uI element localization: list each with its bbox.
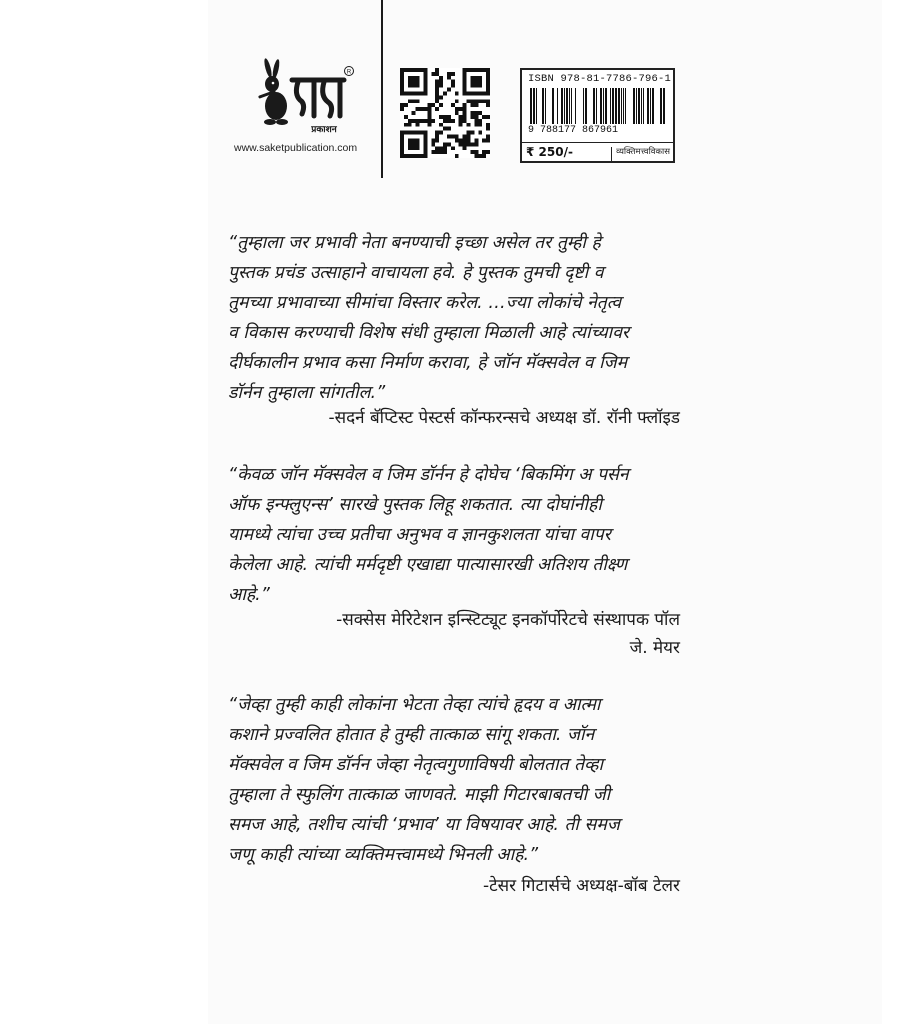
quote-line: “तुम्हाला जर प्रभावी नेता बनण्याची इच्छा असेल तर तुम्ही हे xyxy=(228,233,601,253)
quote-line: मॅक्सवेल व जिम डॉर्नन जेव्हा नेतृत्वगुणाविषयी बोलतात तेव्हा xyxy=(228,755,604,775)
page-margin xyxy=(0,0,208,1024)
quote-line: कशाने प्रज्वलित होतात हे तुम्ही तात्काळ सांगू शकता. जॉन xyxy=(228,725,595,745)
quote-2 xyxy=(228,460,688,610)
quote-line: डॉर्नन तुम्हाला सांगतील.” xyxy=(228,383,386,403)
quote-line: समज आहे, तशीच त्यांची ‘प्रभाव’ या विषयावर आहे. ती समज xyxy=(228,815,620,835)
quote-line: आहे.” xyxy=(228,585,270,605)
quote-line: केलेला आहे. त्यांची मर्मदृष्टी एखाद्या पात्यासारखी अतिशय तीक्ष्ण xyxy=(228,555,628,575)
price: ₹ 250/- xyxy=(526,145,573,159)
quote-line: ऑफ इन्फ्लुएन्स’ सारखे पुस्तक लिहू शकतात. त्या दोघांनीही xyxy=(228,495,602,515)
publisher-website[interactable]: www.saketpublication.com xyxy=(234,142,358,154)
qr-code[interactable] xyxy=(399,68,491,158)
quote-line: “केवळ जॉन मॅक्सवेल व जिम डॉर्नन हे दोघेच ‘बिकमिंग अ पर्सन xyxy=(228,465,629,485)
svg-text:R: R xyxy=(346,69,352,76)
quote-line: दीर्घकालीन प्रभाव कसा निर्माण करावा, हे जॉन मॅक्सवेल व जिम xyxy=(228,353,628,373)
barcode-bars xyxy=(528,88,668,124)
quote-line: “जेव्हा तुम्ही काही लोकांना भेटता तेव्हा त्यांचे हृदय व आत्मा xyxy=(228,695,601,715)
quote-line: पुस्तक प्रचंड उत्साहाने वाचायला हवे. हे पुस्तक तुमची दृष्टी व xyxy=(228,263,604,283)
isbn-barcode-box xyxy=(520,68,675,163)
quote-line: यामध्ये त्यांचा उच्च प्रतीचा अनुभव व ज्ञानकुशलता यांचा वापर xyxy=(228,525,611,545)
quote-3-attribution xyxy=(220,872,680,900)
quote-line: जणू काही त्यांच्या व्यक्तिमत्त्वामध्ये भिनली आहे.” xyxy=(228,845,539,865)
isbn-label: ISBN 978-81-7786-796-1 xyxy=(528,73,672,85)
quote-2-attribution xyxy=(220,606,680,662)
attribution-line: -सदर्न बॅप्टिस्ट पेस्टर्स कॉन्फरन्सचे अध्यक्ष डॉ. रॉनी फ्लॉइड xyxy=(328,408,680,428)
quote-1 xyxy=(228,228,688,408)
quote-line: तुम्हाला ते स्फुलिंग तात्काळ जाणवते. माझी गिटारबाबतची जी xyxy=(228,785,611,805)
quote-line: व विकास करण्याची विशेष संधी तुम्हाला मिळाली आहे त्यांच्यावर xyxy=(228,323,630,343)
header-divider xyxy=(381,0,383,178)
quote-line: तुमच्या प्रभावाच्या सीमांचा विस्तार करेल. …ज्या लोकांचे नेतृत्व xyxy=(228,293,622,313)
attribution-line: -सक्सेस मेरिटेशन इन्स्टिट्यूट इनकॉर्पोरेटचे संस्थापक पॉल xyxy=(336,610,680,630)
publisher-logo xyxy=(240,58,360,153)
quote-1-attribution xyxy=(220,404,680,432)
price-row xyxy=(522,142,673,162)
logo-subtext: प्रकाशन xyxy=(311,125,337,135)
quote-3 xyxy=(228,690,688,870)
isbn-digits: 9 788177 867961 xyxy=(528,125,619,136)
attribution-line: -टेसर गिटार्सचे अध्यक्ष-बॉब टेलर xyxy=(482,876,680,896)
category-label: व्यक्तिमत्त्वविकास xyxy=(611,147,670,161)
rabbit-icon xyxy=(258,58,288,125)
attribution-line: जे. मेयर xyxy=(629,638,680,658)
